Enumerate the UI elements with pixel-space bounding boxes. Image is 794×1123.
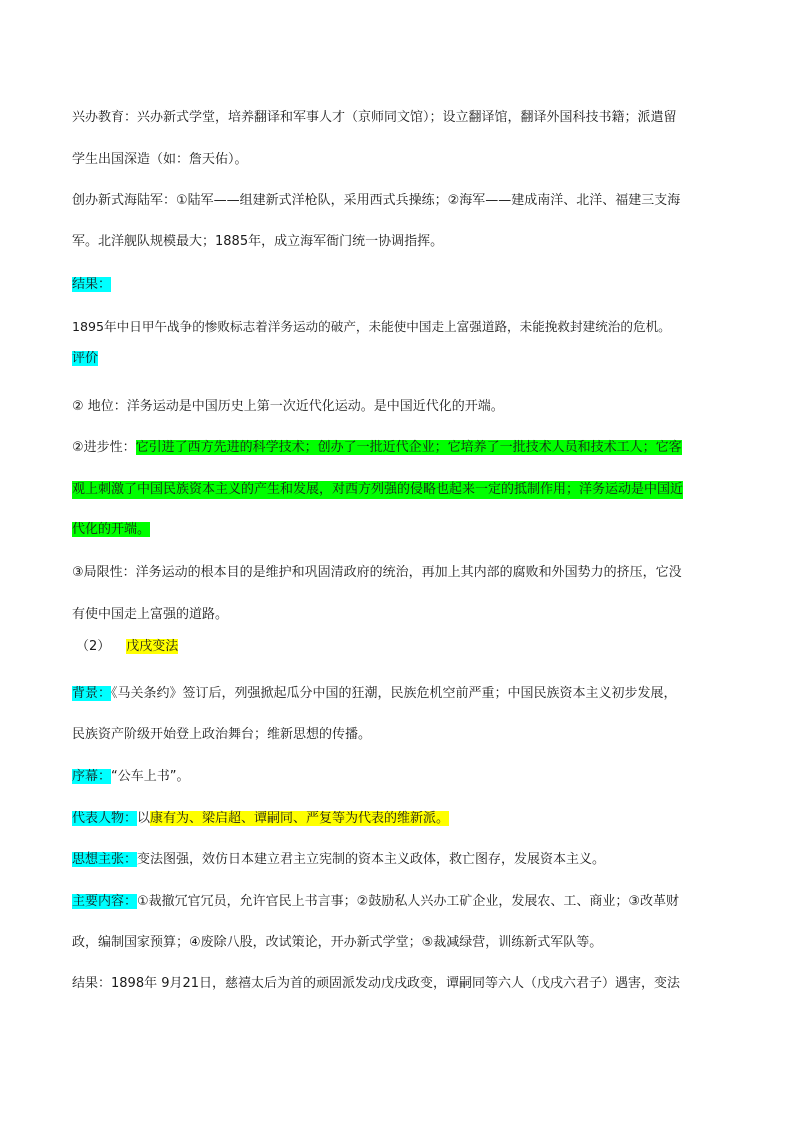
ideas-line <box>72 851 605 869</box>
progress-text: 它引进了西方先进的科学技术；创办了一批近代企业；它培养了一批技术人员和技术工人；它客 <box>135 440 682 455</box>
progress-line-2: 观上刺激了中国民族资本主义的产生和发展，对西方列强的侵略也起来一定的抵制作用；洋务运动是中国近 <box>72 482 684 497</box>
result-label: 结果： <box>72 277 112 292</box>
paragraph-line: ② 地位：洋务运动是中国历史上第一次近代化运动。是中国近代化的开端。 <box>72 399 504 414</box>
representatives-label: 代表人物： <box>72 811 138 826</box>
content-text: ①裁撤冗官冗员，允许官民上书言事；②鼓励私人兴办工矿企业，发展农、工、商业；③改革财 <box>137 894 679 909</box>
content-line-1 <box>72 893 679 911</box>
ideas-label: 思想主张： <box>72 852 138 867</box>
background-label: 背景： <box>72 686 112 701</box>
prelude-text: “公车上书”。 <box>111 769 190 784</box>
content-label: 主要内容： <box>72 894 138 909</box>
progress-line-3 <box>72 521 150 539</box>
paragraph-line: 学生出国深造（如：詹天佑）。 <box>72 152 248 167</box>
paragraph-line: 创办新式海陆军：①陆军——组建新式洋枪队，采用西式兵操练；②海军——建成南洋、北洋、福建三支海 <box>72 193 681 208</box>
progress-text: 代化的开端。 <box>72 522 151 537</box>
section-heading <box>76 638 178 656</box>
paragraph-line: 1895年中日甲午战争的惨败标志着洋务运动的破产，未能使中国走上富强道路，未能挽救封建统治的危机。 <box>72 319 671 334</box>
background-text: 《马关条约》签订后，列强掀起瓜分中国的狂潮，民族危机空前严重；中国民族资本主义初步发展， <box>111 686 677 701</box>
prelude-label: 序幕： <box>72 769 112 784</box>
result-heading <box>72 276 111 294</box>
progress-line-1 <box>72 439 682 457</box>
section-title: 戊戌变法 <box>126 639 179 654</box>
representatives-line <box>72 810 449 828</box>
paragraph-line: 民族资产阶级开始登上政治舞台；维新思想的传播。 <box>72 727 372 742</box>
evaluation-heading <box>72 350 98 368</box>
representatives-text: 康有为、梁启超、谭嗣同、严复等为代表的维新派。 <box>150 811 450 826</box>
section-number: （2） <box>76 639 111 654</box>
paragraph-line: 政，编制国家预算；④废除八股，改试策论，开办新式学堂；⑤裁减绿营，训练新式军队等。 <box>72 935 603 950</box>
progress-label: ②进步性： <box>72 440 136 455</box>
paragraph-line: 兴办教育：兴办新式学堂，培养翻译和军事人才（京师同文馆）；设立翻译馆，翻译外国科技书籍；派遣留 <box>72 110 677 125</box>
paragraph-line: 结果：1898年 9月21日，慈禧太后为首的顽固派发动戊戌政变，谭嗣同等六人（戊戌六君子）遇害，变法 <box>72 976 681 991</box>
background-line-1 <box>72 685 677 703</box>
paragraph-line: 有使中国走上富强的道路。 <box>72 607 229 622</box>
representatives-prefix: 以 <box>137 811 151 826</box>
paragraph-line: 军。北洋舰队规模最大；1885年，成立海军衙门统一协调指挥。 <box>72 234 444 249</box>
paragraph-line: ③局限性：洋务运动的根本目的是维护和巩固清政府的统治，再加上其内部的腐败和外国势力的挤压，它没 <box>72 565 682 580</box>
prelude-line <box>72 768 190 786</box>
ideas-text: 变法图强，效仿日本建立君主立宪制的资本主义政体，救亡图存，发展资本主义。 <box>137 852 606 867</box>
evaluation-label: 评价 <box>72 351 99 366</box>
